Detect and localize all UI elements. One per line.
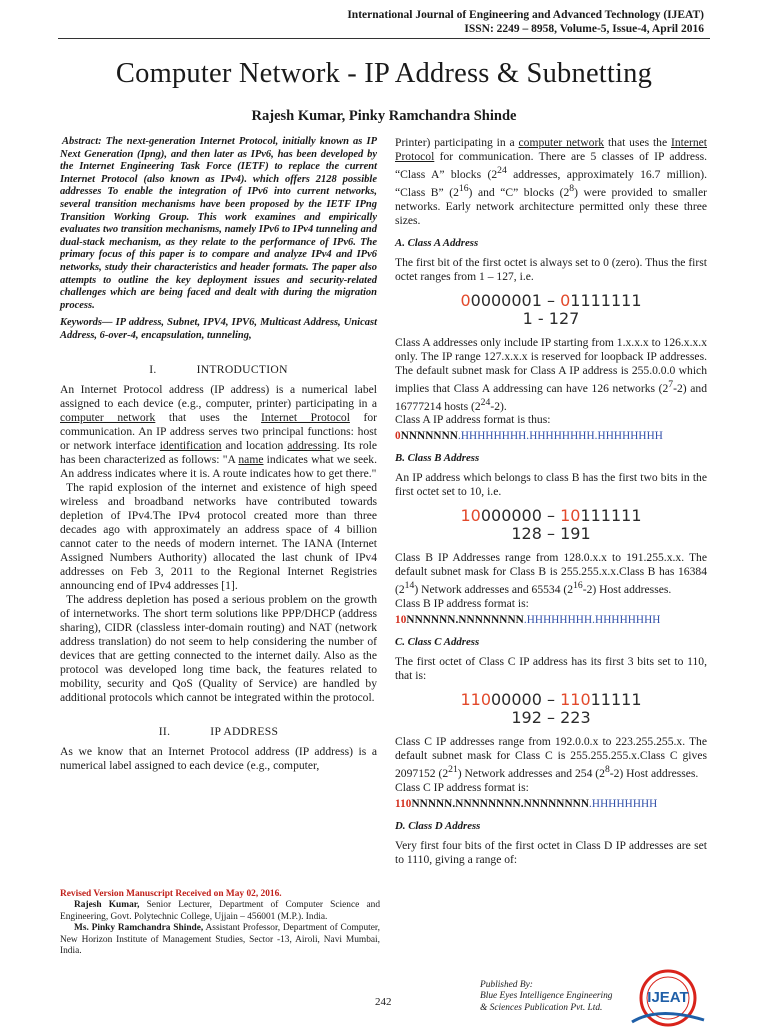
link-computer-network[interactable]: computer network <box>60 410 156 424</box>
link-computer-network-2[interactable]: computer network <box>518 136 605 149</box>
link-addressing[interactable]: addressing <box>287 438 337 452</box>
page-number: 242 <box>375 996 392 1008</box>
link-identification[interactable]: identification <box>159 438 222 452</box>
class-c-format: 110NNNNN.NNNNNNNN.NNNNNNNN.HHHHHHHH <box>395 798 658 811</box>
journal-name: International Journal of Engineering and Advanced Technology (IJEAT) <box>347 9 704 21</box>
class-c-intro: The first octet of Class C IP address has its first 3 bits set to 110, that is: <box>395 655 707 683</box>
link-name[interactable]: name <box>238 452 264 466</box>
left-column <box>60 136 377 773</box>
right-column <box>395 136 707 867</box>
publisher-line-3: & Sciences Publication Pvt. Ltd. <box>480 1002 603 1013</box>
section-number: II. <box>158 724 171 738</box>
revised-note: Revised Version Manuscript Received on May 02, 2016. <box>60 889 282 899</box>
class-c-decimal-range: 192 – 223 <box>511 708 591 728</box>
logo-text: IJEAT <box>647 989 689 1006</box>
journal-header <box>347 8 704 36</box>
class-b-binary-range: 10000000 – 10111111 128 – 191 <box>395 507 707 543</box>
class-c-format-label: Class C IP address format is: <box>395 781 529 795</box>
class-a-binary-range: 00000001 – 01111111 1 - 127 <box>395 292 707 328</box>
link-internet-protocol[interactable]: Internet Protocol <box>261 410 350 424</box>
section-heading-introduction <box>60 363 377 377</box>
class-a-format-label: Class A IP address format is thus: <box>395 413 551 427</box>
ip-address-continued: Printer) participating in a computer network that uses the Internet Protocol for communication. There are 5 classes of IP address. “Class A” blocks ($2^{24}$ addresses, approximately 16.7 million). “Class B” $(2^{16})$ and “C” blocks $(2^8)$ were provided to smaller networks. Early network architecture permitted only these three sizes. <box>395 136 708 227</box>
section-heading-ip-address <box>60 725 377 739</box>
section-title: IP ADDRESS <box>210 724 279 738</box>
abstract: Abstract: The next-generation Internet Protocol, initially known as IP Next Generation (Ipng), and then later as IPv6, has been developed by the Internet Engineering Task Force (IETF) to replace the current Internet Protocol (also known as IPv4). which offers 2128 possible addresses To enable the integration of IPv6 into current networks, several transition mechanisms have been proposed by the IETF IPng Transition Working Group. This work examines and empirically evaluates two transition mechanisms, namely IPv6 to IPv4 tunneling and dual-stack mechanism, as they relate to the performance of IPv6. The primary focus of this paper is to compare and analyze IPv4 and IPv6 networks, study their characteristics and header formats. The paper also attempts to outline the key deployment issues and security-related challenges which are being faced and dealt with during the migration process. <box>60 136 377 311</box>
class-b-format-label: Class B IP address format is: <box>395 597 529 611</box>
paper-authors: Rajesh Kumar, Pinky Ramchandra Shinde <box>251 108 517 124</box>
publisher-line-2: Blue Eyes Intelligence Engineering <box>480 991 613 1002</box>
author2-affiliation: Ms. Pinky Ramchandra Shinde, Assistant Professor, Department of Computer, New Horizon Institute of Management Studies, Sector -13, Airoli, Navi Mumbai, India. <box>60 923 380 957</box>
intro-paragraph-1: An Internet Protocol address (IP address) is a numerical label assigned to each device (e.g., computer, printer) participating in a computer network that uses the Internet Protocol for communication. An IP address serves two principal functions: host or network interface identification and location addressing. Its role has been characterized as follows: "A name indicates what we seek. An address indicates where it is. A route indicates how to get there." <box>60 382 378 480</box>
class-d-intro: Very first four bits of the first octet in Class D IP addresses are set to 1110, giving a range of: <box>395 839 707 867</box>
heading-class-d: D. Class D Address <box>395 820 481 833</box>
class-a-details: Class A addresses only include IP starting from 1.x.x.x to 126.x.x.x only. The IP range 127.x.x.x is reserved for loopback IP addresses. The default subnet mask for Class A IP address is 255.0.0.0 which implies that Class A addressing can have 126 networks $(2^7-2)$ and 16777214 hosts $(2^{24}-2)$. <box>395 335 707 413</box>
class-b-intro: An IP address which belongs to class B has the first two bits in the first octet set to 10, i.e. <box>395 471 707 499</box>
paper-title: Computer Network - IP Address & Subnetting <box>115 58 653 89</box>
ijeat-logo <box>618 962 710 1028</box>
heading-class-c: C. Class C Address <box>395 636 480 649</box>
ip-address-paragraph: As we know that an Internet Protocol address (IP address) is a numerical label assigned to each device (e.g., computer, <box>60 744 377 772</box>
author1-affiliation: Rajesh Kumar, Senior Lecturer, Department of Computer Science and Engineering, Govt. Polytechnic College, Ujjain – 456001 (M.P.). India. <box>60 900 381 922</box>
class-a-format: 0NNNNNNN.HHHHHHHH.HHHHHHHH.HHHHHHHH <box>395 430 663 443</box>
header-divider <box>58 38 710 39</box>
intro-paragraph-2: The rapid explosion of the internet and existence of high speed wireless and broadband networks have contributed towards depletion of IPv4.The IPv4 protocol created more than three decades ago with approximately an address space of 4 billion cannot cater to the needs of modern internet. The IANA (Internet Assigned Numbers Authority) allocated the last chunk of IPv4 addresses on Feb 3, 2011 to the Regional Internet Registries announcing end of IPv4 addresses [1]. <box>60 480 377 592</box>
class-b-decimal-range: 128 – 191 <box>511 524 591 544</box>
intro-paragraph-3: The address depletion has posed a serious problem on the growth of internetworks. The short term solutions like PPP/DHCP (address sharing), CIDR (classless inter-domain routing) and NAT (network address translation) do not seem to help considering the number of devices that are getting connected to the internet daily. Also as the protocol was developed long time back, the features related to mobility, security and QoS (Quality of Service) are handled by additional protocols which cannot be integrated within the protocol. <box>60 592 377 704</box>
class-c-binary-range: 11000000 – 11011111 192 – 223 <box>395 691 707 727</box>
author-footnote <box>60 889 380 957</box>
class-b-details: Class B IP Addresses range from 128.0.x.x to 191.255.x.x. The default subnet mask for Class B is 255.255.x.x.Class B has 16384 $(2^{14})$ Network addresses and 65534 $(2^{16}-2)$ Host addresses. <box>395 551 707 597</box>
heading-class-a: A. Class A Address <box>395 236 479 249</box>
link-internet-protocol-2[interactable]: Internet Protocol <box>395 136 708 163</box>
publisher-line-1: Published By: <box>480 980 533 990</box>
heading-class-b: B. Class B Address <box>395 452 480 465</box>
publisher-credit <box>480 980 613 1014</box>
class-a-decimal-range: 1 - 127 <box>522 308 580 328</box>
class-b-format: 10NNNNNN.NNNNNNNN.HHHHHHHH.HHHHHHHH <box>395 614 661 627</box>
section-title: INTRODUCTION <box>196 362 288 376</box>
class-a-intro: The first bit of the first octet is always set to 0 (zero). Thus the first octet ranges from 1 – 127, i.e. <box>395 255 707 283</box>
class-c-details: Class C IP addresses range from 192.0.0.x to 223.255.255.x. The default subnet mask for Class C is 255.255.255.x.Class C gives 2097152 $(2^{21})$ Network addresses and 254 $(2^8-2)$ Host addresses. <box>395 735 707 781</box>
section-number: I. <box>149 362 157 376</box>
keywords: Keywords— IP address, Subnet, IPV4, IPV6, Multicast Address, Unicast Address, 6-over-4, encapsulation, tunneling, <box>60 317 377 341</box>
journal-issn: ISSN: 2249 – 8958, Volume-5, Issue-4, April 2016 <box>464 23 704 35</box>
